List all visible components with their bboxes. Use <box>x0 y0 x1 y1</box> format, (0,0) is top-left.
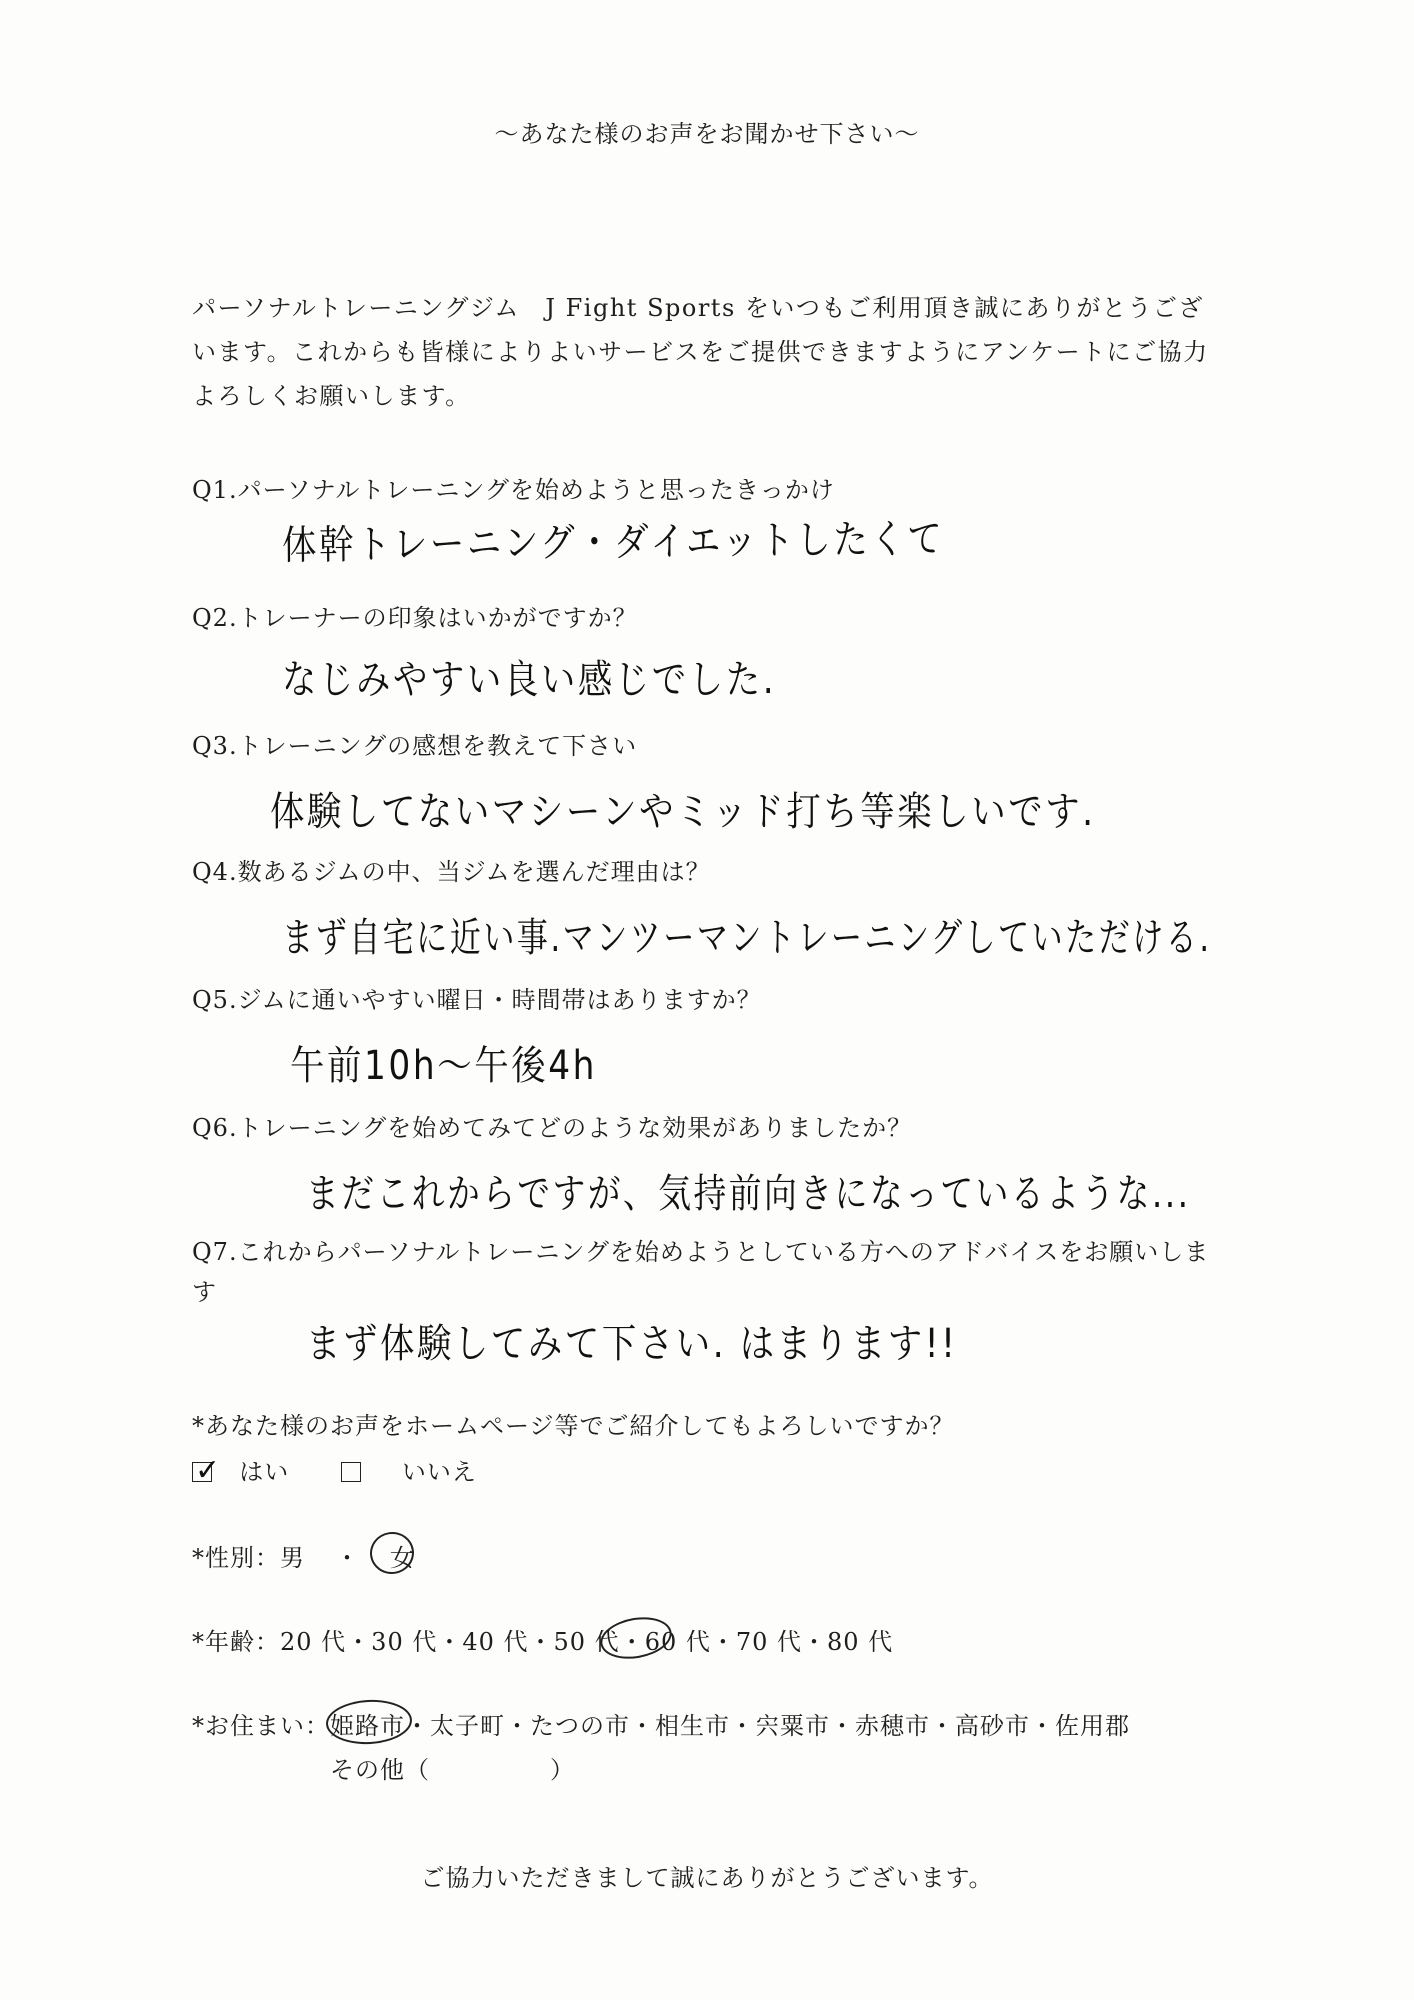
residence-option[interactable]: 宍粟市 <box>755 1712 830 1740</box>
age-separator: ・ <box>346 1628 372 1656</box>
intro-paragraph: パーソナルトレーニングジム J Fight Sports をいつもご利用頂き誠にありがとうございます。これからも皆様によりよいサービスをご提供できますようにアンケートにご協力よろしくお願いします。 <box>192 294 1209 410</box>
residence-other-label: その他（ <box>330 1756 430 1784</box>
residence-other-row <box>330 1750 575 1785</box>
residence-other-close: ） <box>550 1756 575 1784</box>
age-option[interactable]: 70 代 <box>735 1628 803 1656</box>
answer-4: まず自宅に近い事.マンツーマントレーニングしていただける. <box>282 915 1212 961</box>
gender-option-male[interactable]: 男 <box>280 1544 305 1572</box>
residence-separator: ・ <box>505 1712 530 1740</box>
age-label: *年齢： <box>192 1628 280 1656</box>
residence-option[interactable]: 太子町 <box>430 1712 505 1740</box>
age-option-selected[interactable]: 60 代 <box>644 1628 711 1656</box>
answer-7: まず体験してみて下さい. はまります!! <box>306 1321 958 1367</box>
question-5: Q5.ジムに通いやすい曜日・時間帯はありますか？ <box>192 986 762 1014</box>
consent-yes-checkbox[interactable] <box>192 1453 222 1488</box>
consent-no-checkbox[interactable] <box>341 1462 361 1482</box>
question-7: Q7.これからパーソナルトレーニングを始めようとしている方へのアドバイスをお願いします <box>192 1238 1210 1306</box>
age-option[interactable]: 20 代 <box>280 1628 347 1656</box>
age-separator: ・ <box>710 1628 736 1656</box>
question-3: Q3.トレーニングの感想を教えて下さい <box>192 732 638 760</box>
residence-separator: ・ <box>830 1712 855 1740</box>
age-option[interactable]: 50 代 <box>553 1628 620 1656</box>
gender-option-female[interactable]: 女 <box>390 1544 415 1572</box>
answer-3: 体験してないマシーンやミッド打ち等楽しいです. <box>270 789 1096 835</box>
question-6: Q6.トレーニングを始めてみてどのような効果がありましたか？ <box>192 1114 913 1142</box>
answer-2: なじみやすい良い感じでした. <box>282 657 777 703</box>
residence-option[interactable]: 高砂市 <box>955 1712 1030 1740</box>
question-4: Q4.数あるジムの中、当ジムを選んだ理由は？ <box>192 858 711 886</box>
consent-no-label: いいえ <box>401 1458 477 1486</box>
question-1: Q1.パーソナルトレーニングを始めようと思ったきっかけ <box>192 476 835 504</box>
age-separator: ・ <box>528 1628 554 1656</box>
residence-separator: ・ <box>630 1712 655 1740</box>
age-separator: ・ <box>437 1628 463 1656</box>
page-title: 〜あなた様のお声をお聞かせ下さい〜 <box>494 120 920 148</box>
residence-separator: ・ <box>730 1712 755 1740</box>
residence-option[interactable]: 赤穂市 <box>855 1712 930 1740</box>
gender-label: *性別： <box>192 1544 280 1572</box>
consent-yes-label: はい <box>239 1458 290 1486</box>
residence-separator: ・ <box>405 1712 430 1740</box>
gender-separator: ・ <box>335 1544 360 1572</box>
age-option[interactable]: 30 代 <box>371 1628 438 1656</box>
residence-separator: ・ <box>930 1712 955 1740</box>
residence-option[interactable]: 佐用郡 <box>1055 1712 1130 1740</box>
residence-separator: ・ <box>1030 1712 1055 1740</box>
age-option[interactable]: 40 代 <box>462 1628 529 1656</box>
footer-thanks: ご協力いただきまして誠にありがとうございます。 <box>420 1864 994 1892</box>
answer-5: 午前10h〜午後4h <box>290 1043 598 1089</box>
consent-options <box>192 1452 477 1487</box>
residence-label: *お住まい： <box>192 1712 330 1740</box>
residence-option-selected[interactable]: 姫路市 <box>330 1712 405 1740</box>
check-mark-icon: ✓ <box>195 1453 222 1488</box>
age-separator: ・ <box>802 1628 828 1656</box>
answer-6: まだこれからですが、気持前向きになっているような... <box>306 1171 1191 1217</box>
age-option[interactable]: 80 代 <box>827 1628 894 1656</box>
age-separator: ・ <box>619 1628 645 1656</box>
answer-1: 体幹トレーニング・ダイエットしたくて <box>281 516 945 569</box>
residence-option[interactable]: 相生市 <box>655 1712 730 1740</box>
consent-question: *あなた様のお声をホームページ等でご紹介してもよろしいですか？ <box>192 1412 955 1440</box>
age-row <box>192 1622 893 1657</box>
question-2: Q2.トレーナーの印象はいかがですか？ <box>192 604 638 632</box>
residence-option[interactable]: たつの市 <box>530 1712 630 1740</box>
